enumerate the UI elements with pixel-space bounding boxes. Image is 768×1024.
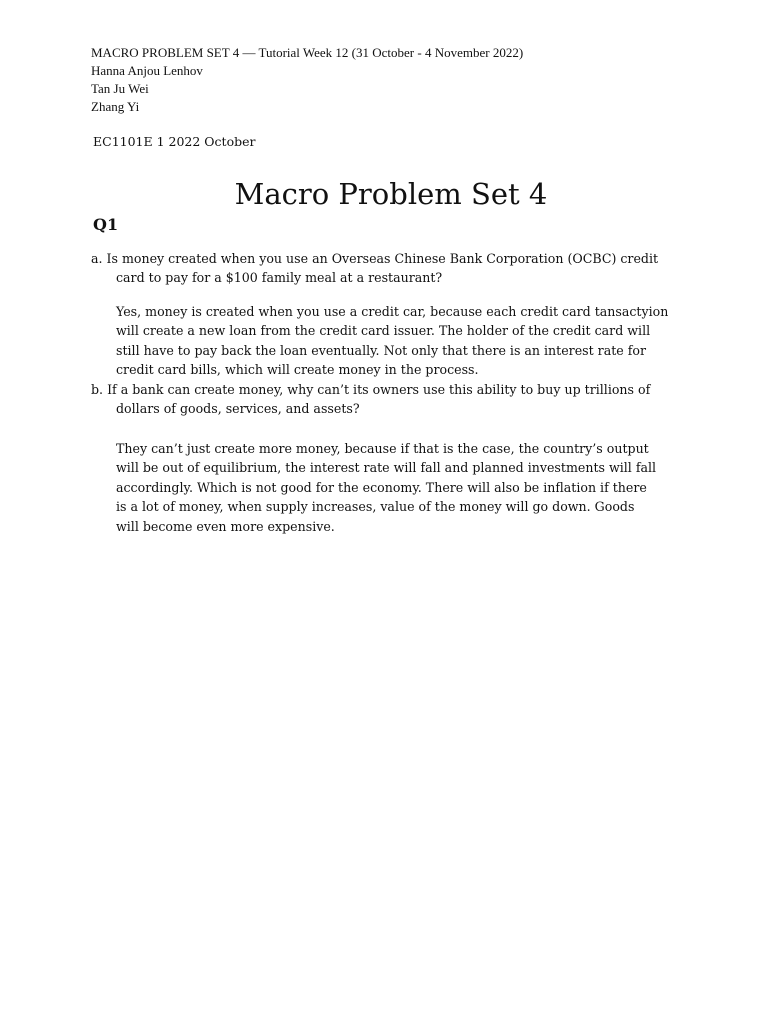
answer-a-line: Yes, money is created when you use a credit car, because each credit card tansactyion: [116, 304, 669, 319]
problem-set-line: MACRO PROBLEM SET 4 — Tutorial Week 12 (31 October - 4 November 2022): [91, 45, 524, 60]
question-b-line: b. If a bank can create money, why can’t its owners use this ability to buy up trillions of: [91, 382, 651, 397]
answer-b-line: They can’t just create more money, because if that is the case, the country’s output: [116, 441, 649, 456]
answer-a-line: will create a new loan from the credit card issuer. The holder of the credit card will: [116, 323, 651, 339]
question-b: [91, 380, 650, 419]
answer-a-line: credit card bills, which will create money in the process.: [116, 362, 479, 378]
question-a: [91, 249, 658, 288]
author-name: Tan Ju Wei: [91, 81, 149, 96]
section-heading: Q1: [93, 215, 119, 234]
answer-a-line: still have to pay back the loan eventually. Not only that there is an interest rate for: [116, 342, 646, 358]
answer-a: [116, 302, 668, 380]
answer-b-line: is a lot of money, when supply increases, value of the money will go down. Goods: [116, 499, 635, 515]
author-name: Hanna Anjou Lenhov: [91, 63, 203, 78]
answer-b: [116, 439, 656, 536]
question-a-line: a. Is money created when you use an Overseas Chinese Bank Corporation (OCBC) credit: [91, 251, 659, 266]
course-line: EC1101E 1 2022 October: [93, 134, 256, 149]
author-name: Zhang Yi: [91, 99, 140, 114]
answer-b-line: accordingly. Which is not good for the economy. There will also be inflation if there: [116, 479, 647, 495]
answer-b-line: will become even more expensive.: [116, 518, 335, 534]
page-title: Macro Problem Set 4: [234, 177, 548, 211]
question-a-line: card to pay for a $100 family meal at a restaurant?: [116, 270, 443, 286]
document-header: [91, 44, 523, 116]
question-b-line: dollars of goods, services, and assets?: [116, 401, 360, 417]
answer-b-line: will be out of equilibrium, the interest rate will fall and planned investments will fall: [116, 460, 657, 476]
